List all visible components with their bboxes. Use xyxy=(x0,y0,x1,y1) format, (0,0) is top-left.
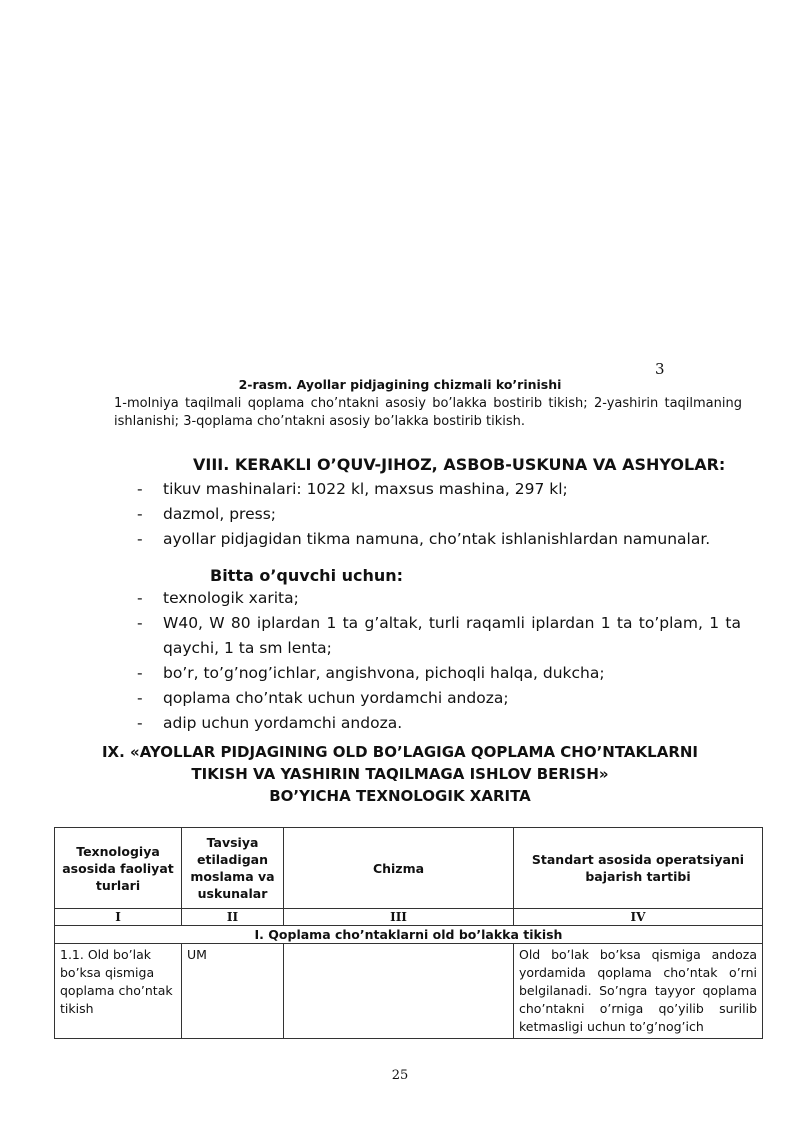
technology-map-table xyxy=(54,827,763,1039)
cell-procedure: Old bo’lak bo’ksa qismiga andoza yordamida qoplama cho’ntak o’rni belgilanadi. So’ngra tayyor qoplama cho’ntakni o’rniga qo’yilib surilib ketmasligi uchun to’g’nog’ich xyxy=(514,944,763,1039)
roman-numeral: I xyxy=(55,909,182,926)
list-item xyxy=(137,711,741,736)
dash-bullet: - xyxy=(137,614,143,632)
header-equipment: Tavsiya etiladigan moslama va uskunalar xyxy=(182,828,284,909)
dash-bullet: - xyxy=(137,530,143,548)
list-item-text: ayollar pidjagidan tikma namuna, cho’ntak ishlanishlardan namunalar. xyxy=(163,530,711,548)
roman-numeral: III xyxy=(284,909,514,926)
dash-bullet: - xyxy=(137,505,143,523)
dash-bullet: - xyxy=(137,714,143,732)
header-procedure: Standart asosida operatsiyani bajarish tartibi xyxy=(514,828,763,909)
list-item-text: qoplama cho’ntak uchun yordamchi andoza; xyxy=(163,689,509,707)
page-number: 25 xyxy=(391,1068,409,1083)
table-roman-row xyxy=(55,909,763,926)
section-8-heading: VIII. KERAKLI O’QUV-JIHOZ, ASBOB-USKUNA VA ASHYOLAR: xyxy=(193,455,726,474)
list-item-text: bo’r, to’g’nog’ichlar, angishvona, pichoqli halqa, dukcha; xyxy=(163,664,605,682)
list-item-text: adip uchun yordamchi andoza. xyxy=(163,714,403,732)
dash-bullet: - xyxy=(137,589,143,607)
list-item xyxy=(137,611,741,661)
table-row xyxy=(55,944,763,1039)
figure-number: 3 xyxy=(655,360,665,378)
list-item-text: tikuv mashinalari: 1022 kl, maxsus mashina, 297 kl; xyxy=(163,480,568,498)
cell-activity: 1.1. Old bo’lak bo’ksa qismiga qoplama cho’ntak tikish xyxy=(55,944,182,1039)
list-item xyxy=(137,527,741,552)
dash-bullet: - xyxy=(137,480,143,498)
list-item-text: texnologik xarita; xyxy=(163,589,299,607)
list-item-text: dazmol, press; xyxy=(163,505,276,523)
heading-line: IX. «AYOLLAR PIDJAGINING OLD BO’LAGIGA QOPLAMA CHO’NTAKLARNI xyxy=(101,743,699,761)
header-drawing: Chizma xyxy=(284,828,514,909)
dash-bullet: - xyxy=(137,664,143,682)
list-item xyxy=(137,686,741,711)
heading-line: TIKISH VA YASHIRIN TAQILMAGA ISHLOV BERISH» xyxy=(191,765,609,783)
roman-numeral: II xyxy=(182,909,284,926)
list-item xyxy=(137,502,741,527)
section-title: I. Qoplama cho’ntaklarni old bo’lakka tikish xyxy=(55,926,763,944)
header-activity: Texnologiya asosida faoliyat turlari xyxy=(55,828,182,909)
figure-legend: 1-molniya taqilmali qoplama cho’ntakni asosiy bo’lakka bostirib tikish; 2-yashirin taqilmaning ishlanishi; 3-qoplama cho’ntakni asosiy bo’lakka bostirib tikish. xyxy=(114,396,742,429)
table-header-row xyxy=(55,828,763,909)
list-item xyxy=(137,661,741,686)
cell-drawing xyxy=(284,944,514,1039)
student-subheading: Bitta o’quvchi uchun: xyxy=(210,566,404,585)
heading-line: BO’YICHA TEXNOLOGIK XARITA xyxy=(269,787,531,805)
list-item xyxy=(137,586,741,611)
figure-caption-title: 2-rasm. Ayollar pidjagining chizmali ko’rinishi xyxy=(238,377,562,392)
student-items-list xyxy=(137,586,741,736)
list-item xyxy=(137,477,741,502)
cell-equipment: UM xyxy=(182,944,284,1039)
section-9-heading xyxy=(80,741,720,807)
dash-bullet: - xyxy=(137,689,143,707)
table-section-row xyxy=(55,926,763,944)
equipment-list xyxy=(137,477,741,552)
list-item-text: W40, W 80 iplardan 1 ta g’altak, turli raqamli iplardan 1 ta to’plam, 1 ta qaychi, 1 ta sm lenta; xyxy=(163,614,741,657)
roman-numeral: IV xyxy=(514,909,763,926)
